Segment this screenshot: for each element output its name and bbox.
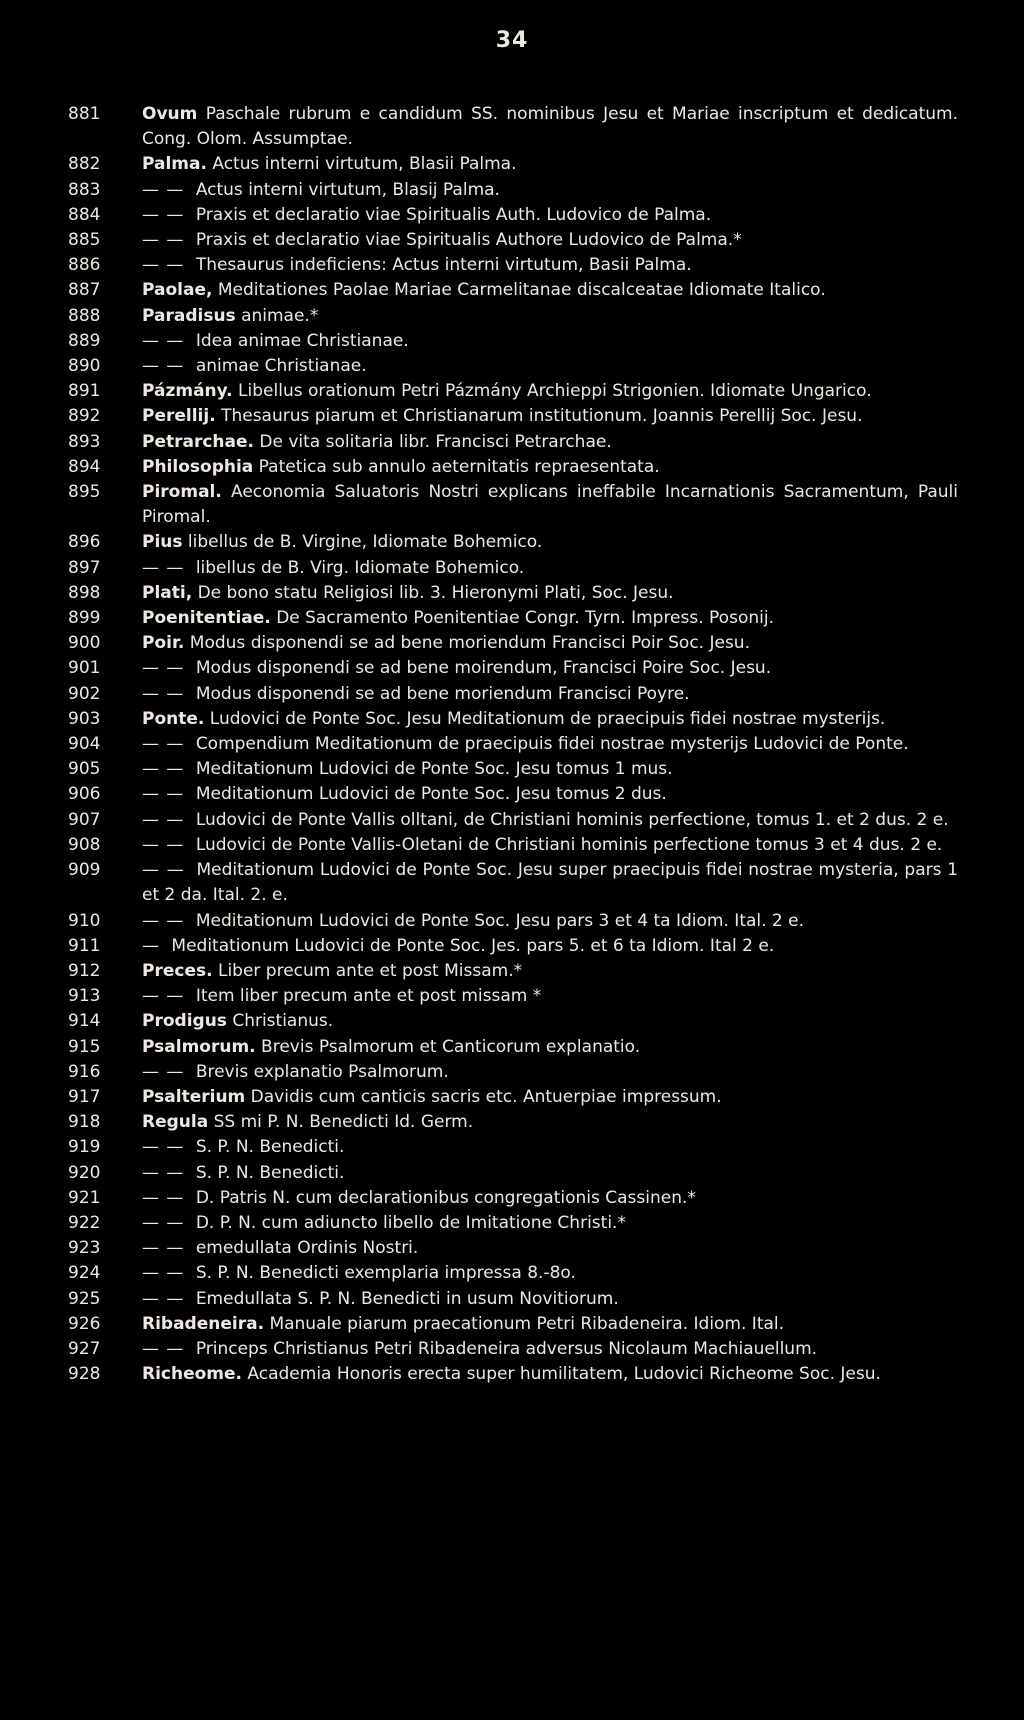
ditto-dashes: — — (142, 809, 185, 830)
ditto-dashes: — — (142, 1137, 185, 1158)
catalog-entry (0, 1211, 1024, 1236)
ditto-dashes: — — (142, 230, 185, 251)
entry-number: 889 (68, 330, 101, 351)
entry-text: Actus interni virtutum, Blasii Palma. (212, 154, 517, 175)
entry-text: Meditationum Ludovici de Ponte Soc. Jesu super praecipuis fidei nostrae mysteria, pars 1 et 2 da. Ital. 2. e. (142, 860, 959, 906)
entry-text: SS mi P. N. Benedicti Id. Germ. (213, 1112, 474, 1133)
entry-number: 881 (68, 104, 101, 124)
catalog-entry (0, 1186, 1024, 1211)
entry-number: 902 (68, 683, 101, 704)
ditto-dashes: — — (142, 1187, 185, 1208)
entry-text: Meditationum Ludovici de Ponte Soc. Jesu tomus 2 dus. (195, 784, 667, 805)
entry-text: Patetica sub annulo aeternitatis repraesentata. (258, 456, 660, 477)
catalog-entry (0, 1287, 1024, 1312)
catalog-entry (0, 656, 1024, 681)
entry-text: Brevis Psalmorum et Canticorum explanatio. (261, 1036, 641, 1057)
entry-text: emedullata Ordinis Nostri. (195, 1238, 419, 1259)
entry-number: 924 (68, 1263, 101, 1284)
entry-heading-word: Piromal. (142, 482, 222, 503)
entry-heading-word: Preces. (142, 960, 213, 981)
entry-text: Meditationes Paolae Mariae Carmelitanae discalceatae Idiomate Italico. (217, 280, 826, 301)
entry-text: Praxis et declaratio viae Spiritualis Authore Ludovico de Palma.* (195, 230, 742, 251)
catalog-entry (0, 354, 1024, 379)
catalog-entry (0, 530, 1024, 555)
ditto-dashes: — (142, 935, 160, 956)
entry-text: Modus disponendi se ad bene moriendum Francisci Poir Soc. Jesu. (189, 633, 750, 654)
entry-number: 913 (68, 986, 101, 1007)
entry-text: libellus de B. Virgine, Idiomate Bohemico. (187, 532, 543, 553)
ditto-dashes: — — (142, 1061, 185, 1082)
ditto-dashes: — — (142, 1162, 185, 1183)
entry-number: 906 (68, 784, 101, 805)
entry-number: 907 (68, 809, 101, 830)
entry-text: Princeps Christianus Petri Ribadeneira adversus Nicolaum Machiauellum. (195, 1338, 818, 1359)
entry-number: 884 (68, 204, 101, 225)
ditto-dashes: — — (142, 910, 185, 931)
catalog-entry (0, 1161, 1024, 1186)
entry-text: Meditationum Ludovici de Ponte Soc. Jesu tomus 1 mus. (195, 759, 673, 780)
entry-text: De Sacramento Poenitentiae Congr. Tyrn. Impress. Posonij. (276, 608, 774, 629)
entry-text: Ludovici de Ponte Vallis olltani, de Christiani hominis perfectione, tomus 1. et 2 dus. 2 e. (195, 809, 949, 830)
catalog-entry (0, 858, 1024, 908)
entry-text: Meditationum Ludovici de Ponte Soc. Jes. pars 5. et 6 ta Idiom. Ital 2 e. (171, 935, 775, 956)
entry-number: 890 (68, 356, 101, 377)
entry-text: Modus disponendi se ad bene moriendum Francisci Poyre. (195, 683, 690, 704)
entry-number: 897 (68, 557, 101, 578)
entry-heading-word: Pius (142, 532, 183, 553)
entry-text: Aeconomia Saluatoris Nostri explicans ineffabile Incarnationis Sacramentum, Pauli Piromal. (142, 482, 959, 528)
entry-heading-word: Psalterium (142, 1086, 246, 1107)
entry-number: 915 (68, 1036, 101, 1057)
ditto-dashes: — — (142, 834, 185, 855)
entry-text: Manuale piarum praecationum Petri Ribadeneira. Idiom. Ital. (269, 1313, 785, 1334)
catalog-entry (0, 606, 1024, 631)
entry-number: 904 (68, 734, 101, 755)
catalog-entry (0, 732, 1024, 757)
catalog-entry (0, 1261, 1024, 1286)
catalog-entry (0, 430, 1024, 455)
entry-text: Meditationum Ludovici de Ponte Soc. Jesu pars 3 et 4 ta Idiom. Ital. 2 e. (195, 910, 805, 931)
entry-number: 895 (68, 482, 101, 503)
entry-number: 892 (68, 406, 101, 427)
ditto-dashes: — — (142, 330, 185, 351)
entry-heading-word: Paolae, (142, 280, 213, 301)
catalog-entry (0, 808, 1024, 833)
catalog-entry (0, 1236, 1024, 1261)
catalog-entry (0, 178, 1024, 203)
entry-number: 882 (68, 154, 101, 175)
entry-number: 926 (68, 1313, 101, 1334)
ditto-dashes: — — (142, 784, 185, 805)
entry-text: animae.* (241, 305, 319, 326)
entry-text: D. Patris N. cum declarationibus congregationis Cassinen.* (195, 1187, 696, 1208)
ditto-dashes: — — (142, 658, 185, 679)
catalog-entry (0, 757, 1024, 782)
catalog-entry (0, 152, 1024, 177)
entry-number: 883 (68, 179, 101, 200)
entry-heading-word: Poir. (142, 633, 185, 654)
entry-number: 909 (68, 860, 101, 881)
entry-number: 923 (68, 1238, 101, 1259)
entry-text: Thesaurus piarum et Christianarum institutionum. Joannis Perellij Soc. Jesu. (221, 406, 863, 427)
catalog-entry (0, 404, 1024, 429)
entry-text: Thesaurus indeficiens: Actus interni virtutum, Basii Palma. (195, 255, 692, 276)
entry-heading-word: Ribadeneira. (142, 1313, 265, 1334)
catalog-entry (0, 556, 1024, 581)
page-number: 34 (495, 28, 529, 53)
entry-number: 903 (68, 708, 101, 729)
entry-heading-word: Ponte. (142, 708, 205, 729)
ditto-dashes: — — (142, 557, 185, 578)
catalog-entry (0, 909, 1024, 934)
catalog-entry (0, 959, 1024, 984)
entry-number: 911 (68, 935, 101, 956)
catalog-entry (0, 379, 1024, 404)
catalog-entry (0, 329, 1024, 354)
entry-number: 921 (68, 1187, 101, 1208)
entry-heading-word: Plati, (142, 582, 193, 603)
entry-number: 914 (68, 1011, 101, 1032)
catalog-entry-list (0, 102, 1024, 1387)
entry-heading-word: Philosophia (142, 456, 254, 477)
entry-text: Brevis explanatio Psalmorum. (195, 1061, 449, 1082)
entry-heading-word: Richeome. (142, 1364, 243, 1385)
catalog-entry (0, 1362, 1024, 1387)
entry-text: Praxis et declaratio viae Spiritualis Auth. Ludovico de Palma. (195, 204, 712, 225)
entry-text: Academia Honoris erecta super humilitatem, Ludovici Richeome Soc. Jesu. (247, 1364, 881, 1385)
entry-text: libellus de B. Virg. Idiomate Bohemico. (195, 557, 525, 578)
entry-text: Christianus. (232, 1011, 334, 1032)
catalog-entry (0, 1337, 1024, 1362)
entry-number: 899 (68, 608, 101, 629)
entry-heading-word: Regula (142, 1112, 209, 1133)
ditto-dashes: — — (142, 1338, 185, 1359)
catalog-entry (0, 1312, 1024, 1337)
ditto-dashes: — — (142, 683, 185, 704)
catalog-entry (0, 304, 1024, 329)
entry-text: Davidis cum canticis sacris etc. Antuerpiae impressum. (250, 1086, 722, 1107)
entry-number: 888 (68, 305, 101, 326)
entry-number: 925 (68, 1288, 101, 1309)
ditto-dashes: — — (142, 1212, 185, 1233)
ditto-dashes: — — (142, 759, 185, 780)
catalog-entry (0, 203, 1024, 228)
entry-text: animae Christianae. (195, 356, 367, 377)
entry-number: 885 (68, 230, 101, 251)
entry-text: Libellus orationum Petri Pázmány Archieppi Strigonien. Idiomate Ungarico. (238, 381, 872, 402)
entry-text: Liber precum ante et post Missam.* (217, 960, 523, 981)
catalog-entry (0, 682, 1024, 707)
catalog-entry (0, 1085, 1024, 1110)
catalog-entry (0, 1009, 1024, 1034)
catalog-entry (0, 1035, 1024, 1060)
ditto-dashes: — — (142, 860, 185, 881)
entry-heading-word: Perellij. (142, 406, 216, 427)
entry-number: 898 (68, 582, 101, 603)
ditto-dashes: — — (142, 734, 185, 755)
entry-text: D. P. N. cum adiuncto libello de Imitatione Christi.* (195, 1212, 626, 1233)
entry-text: Emedullata S. P. N. Benedicti in usum Novitiorum. (195, 1288, 619, 1309)
ditto-dashes: — — (142, 179, 185, 200)
ditto-dashes: — — (142, 255, 185, 276)
entry-number: 910 (68, 910, 101, 931)
entry-heading-word: Paradisus (142, 305, 236, 326)
entry-number: 901 (68, 658, 101, 679)
catalog-entry (0, 455, 1024, 480)
entry-number: 927 (68, 1338, 101, 1359)
entry-number: 917 (68, 1086, 101, 1107)
entry-text: Actus interni virtutum, Blasij Palma. (195, 179, 500, 200)
entry-number: 887 (68, 280, 101, 301)
entry-number: 928 (68, 1364, 101, 1385)
entry-text: De bono statu Religiosi lib. 3. Hieronymi Plati, Soc. Jesu. (197, 582, 674, 603)
entry-number: 893 (68, 431, 101, 452)
entry-text: S. P. N. Benedicti exemplaria impressa 8.-8o. (195, 1263, 576, 1284)
entry-number: 894 (68, 456, 101, 477)
entry-text: Item liber precum ante et post missam * (195, 986, 542, 1007)
entry-heading-word: Petrarchae. (142, 431, 254, 452)
catalog-entry (0, 480, 1024, 530)
entry-number: 886 (68, 255, 101, 276)
catalog-entry (0, 278, 1024, 303)
catalog-entry (0, 984, 1024, 1009)
entry-number: 896 (68, 532, 101, 553)
entry-number: 920 (68, 1162, 101, 1183)
ditto-dashes: — — (142, 1238, 185, 1259)
entry-number: 900 (68, 633, 101, 654)
catalog-entry (0, 1110, 1024, 1135)
entry-text: S. P. N. Benedicti. (195, 1137, 345, 1158)
entry-number: 908 (68, 834, 101, 855)
catalog-entry (0, 782, 1024, 807)
entry-text: Paschale rubrum e candidum SS. nominibus Jesu et Mariae inscriptum et dedicatum. Cong. Olom. Assumptae. (142, 104, 958, 150)
ditto-dashes: — — (142, 1263, 185, 1284)
ditto-dashes: — — (142, 356, 185, 377)
catalog-entry (0, 1135, 1024, 1160)
entry-heading-word: Palma. (142, 154, 207, 175)
entry-heading-word: Psalmorum. (142, 1036, 256, 1057)
entry-text: Ludovici de Ponte Soc. Jesu Meditationum de praecipuis fidei nostrae mysterijs. (209, 708, 886, 729)
ditto-dashes: — — (142, 204, 185, 225)
entry-number: 905 (68, 759, 101, 780)
entry-number: 916 (68, 1061, 101, 1082)
catalog-entry (0, 253, 1024, 278)
catalog-entry (0, 228, 1024, 253)
catalog-entry (0, 102, 1024, 152)
entry-text: S. P. N. Benedicti. (195, 1162, 345, 1183)
catalog-entry (0, 631, 1024, 656)
entry-number: 912 (68, 960, 101, 981)
catalog-entry (0, 707, 1024, 732)
entry-text: Compendium Meditationum de praecipuis fidei nostrae mysterijs Ludovici de Ponte. (195, 734, 909, 755)
entry-number: 919 (68, 1137, 101, 1158)
catalog-entry (0, 833, 1024, 858)
entry-number: 918 (68, 1112, 101, 1133)
ditto-dashes: — — (142, 1288, 185, 1309)
ditto-dashes: — — (142, 986, 185, 1007)
entry-heading-word: Ovum (142, 104, 198, 124)
entry-text: Ludovici de Ponte Vallis-Oletani de Christiani hominis perfectione tomus 3 et 4 dus. 2 e. (195, 834, 943, 855)
catalog-entry (0, 1060, 1024, 1085)
entry-text: De vita solitaria libr. Francisci Petrarchae. (259, 431, 612, 452)
catalog-entry (0, 934, 1024, 959)
entry-heading-word: Poenitentiae. (142, 608, 271, 629)
entry-text: Idea animae Christianae. (195, 330, 409, 351)
entry-number: 891 (68, 381, 101, 402)
entry-heading-word: Pázmány. (142, 381, 233, 402)
entry-text: Modus disponendi se ad bene moirendum, Francisci Poire Soc. Jesu. (195, 658, 772, 679)
entry-heading-word: Prodigus (142, 1011, 227, 1032)
entry-number: 922 (68, 1212, 101, 1233)
catalog-entry (0, 581, 1024, 606)
